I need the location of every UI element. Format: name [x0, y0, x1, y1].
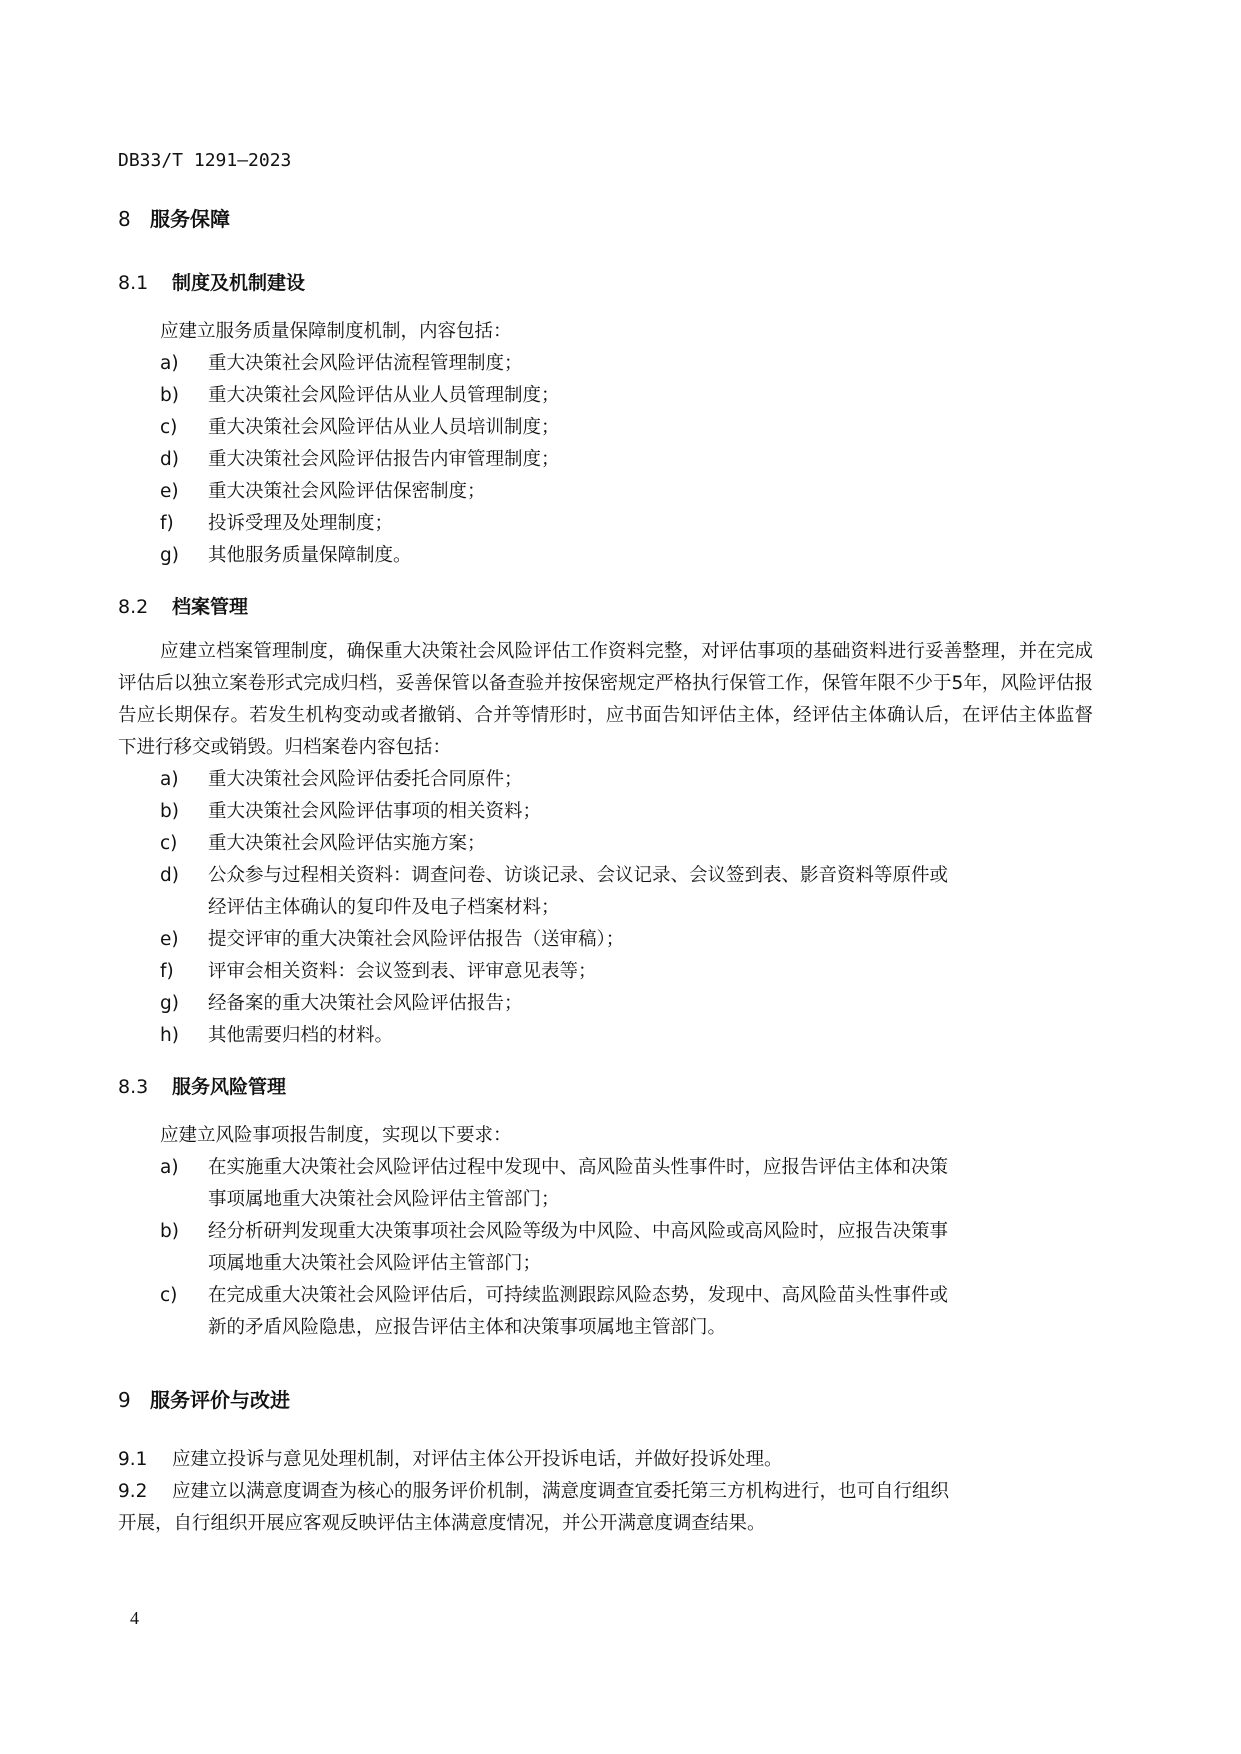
clause-9-2 [118, 1476, 949, 1508]
subsection-title: 服务风险管理 [172, 1076, 287, 1098]
list-label: f) [160, 513, 174, 534]
clause-number: 9.2 [118, 1481, 148, 1502]
list-item [160, 924, 624, 956]
section-number: 8 [118, 207, 131, 231]
list-label: b) [160, 1221, 179, 1242]
list-label: a) [160, 353, 179, 374]
list-text: 重大决策社会风险评估报告内审管理制度； [208, 449, 560, 470]
list-text: 评审会相关资料：会议签到表、评审意见表等； [208, 961, 597, 982]
list-text-continued: 项属地重大决策社会风险评估主管部门； [208, 1253, 542, 1274]
clause-text-continued: 开展，自行组织开展应客观反映评估主体满意度情况，并公开满意度调查结果。 [118, 1513, 766, 1534]
list-text: 重大决策社会风险评估事项的相关资料； [208, 801, 542, 822]
list-text: 公众参与过程相关资料：调查问卷、访谈记录、会议记录、会议签到表、影音资料等原件或 [208, 865, 949, 886]
subsection-8-3-heading [118, 1072, 286, 1099]
list-label: g) [160, 545, 179, 566]
list-item [160, 540, 412, 572]
list-item [160, 1280, 948, 1312]
section-number: 9 [118, 1388, 131, 1412]
clause-9-1 [118, 1444, 783, 1476]
list-label: b) [160, 801, 179, 822]
list-label: c) [160, 1285, 178, 1306]
list-text-continued: 事项属地重大决策社会风险评估主管部门； [208, 1189, 560, 1210]
list-item [160, 1216, 948, 1248]
list-item [160, 508, 393, 540]
list-text: 重大决策社会风险评估委托合同原件； [208, 769, 523, 790]
section-8-heading [118, 203, 230, 232]
list-item [160, 956, 597, 988]
section-9-heading [118, 1384, 290, 1413]
subsection-title: 制度及机制建设 [172, 272, 306, 294]
document-code: DB33/T 1291—2023 [118, 150, 292, 171]
list-text: 投诉受理及处理制度； [208, 513, 394, 534]
list-label: b) [160, 385, 179, 406]
list-text: 其他需要归档的材料。 [208, 1025, 394, 1046]
list-label: a) [160, 769, 179, 790]
list-text-continued: 新的矛盾风险隐患，应报告评估主体和决策事项属地主管部门。 [208, 1317, 727, 1338]
subsection-number: 8.2 [118, 596, 149, 618]
list-label: e) [160, 929, 179, 950]
subsection-title: 档案管理 [172, 596, 249, 618]
list-item [160, 476, 486, 508]
list-item [160, 444, 560, 476]
list-label: d) [160, 449, 179, 470]
list-item [160, 380, 560, 412]
list-label: c) [160, 833, 178, 854]
list-text: 在实施重大决策社会风险评估过程中发现中、高风险苗头性事件时，应报告评估主体和决策 [208, 1157, 949, 1178]
list-item [160, 1020, 393, 1052]
list-label: f) [160, 961, 174, 982]
list-text: 经备案的重大决策社会风险评估报告； [208, 993, 523, 1014]
section-title: 服务评价与改进 [150, 1388, 290, 1412]
list-item [160, 988, 523, 1020]
list-label: c) [160, 417, 178, 438]
list-item [160, 828, 486, 860]
subsection-number: 8.1 [118, 272, 149, 294]
list-text: 重大决策社会风险评估从业人员管理制度； [208, 385, 560, 406]
list-text-continued: 经评估主体确认的复印件及电子档案材料； [208, 897, 560, 918]
list-item [160, 796, 541, 828]
paragraph: 应建立档案管理制度，确保重大决策社会风险评估工作资料完整，对评估事项的基础资料进行妥善整理，并在完成评估后以独立案卷形式完成归档，妥善保管以备查验并按保密规定严格执行保管工作，保管年限不少于5年，风险评估报告应长期保存。若发生机构变动或者撤销、合并等情形时，应书面告知评估主体，经评估主体确认后，在评估主体监督下进行移交或销毁。归档案卷内容包括： [118, 641, 1093, 758]
list-text: 重大决策社会风险评估实施方案； [208, 833, 486, 854]
list-text: 重大决策社会风险评估保密制度； [208, 481, 486, 502]
section-title: 服务保障 [150, 207, 230, 231]
subsection-8-1-heading [118, 268, 305, 295]
paragraph: 应建立风险事项报告制度，实现以下要求： [160, 1125, 512, 1146]
list-label: h) [160, 1025, 179, 1046]
list-item [160, 764, 523, 796]
list-item [160, 412, 560, 444]
subsection-8-2-heading [118, 592, 248, 619]
list-label: g) [160, 993, 179, 1014]
list-label: a) [160, 1157, 179, 1178]
list-text: 提交评审的重大决策社会风险评估报告（送审稿）； [208, 929, 625, 950]
list-item [160, 860, 948, 892]
list-label: e) [160, 481, 179, 502]
clause-number: 9.1 [118, 1449, 148, 1470]
list-text: 经分析研判发现重大决策事项社会风险等级为中风险、中高风险或高风险时，应报告决策事 [208, 1221, 949, 1242]
subsection-number: 8.3 [118, 1076, 149, 1098]
list-text: 重大决策社会风险评估流程管理制度； [208, 353, 523, 374]
paragraph: 应建立服务质量保障制度机制，内容包括： [160, 321, 512, 342]
list-label: d) [160, 865, 179, 886]
list-text: 在完成重大决策社会风险评估后，可持续监测跟踪风险态势，发现中、高风险苗头性事件或 [208, 1285, 949, 1306]
clause-text: 应建立以满意度调查为核心的服务评价机制，满意度调查宜委托第三方机构进行，也可自行组织 [172, 1481, 950, 1502]
list-item [160, 348, 523, 380]
list-item [160, 1152, 948, 1184]
list-text: 其他服务质量保障制度。 [208, 545, 412, 566]
list-text: 重大决策社会风险评估从业人员培训制度； [208, 417, 560, 438]
clause-text: 应建立投诉与意见处理机制，对评估主体公开投诉电话，并做好投诉处理。 [172, 1449, 783, 1470]
page-number: 4 [130, 1608, 139, 1628]
